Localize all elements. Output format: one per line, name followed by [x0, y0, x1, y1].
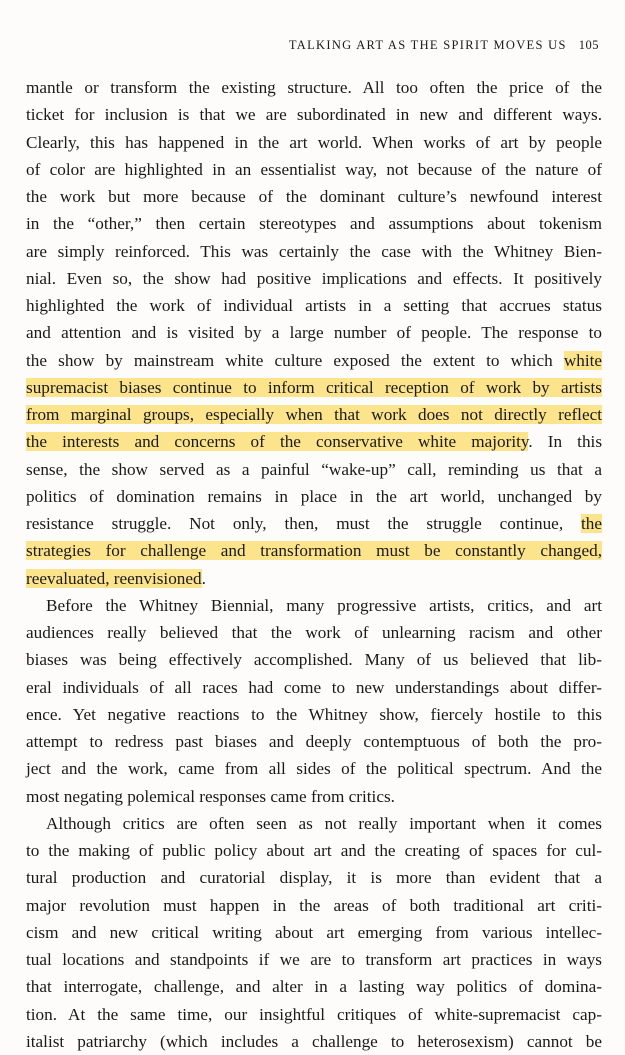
- text-line: [26, 919, 602, 946]
- text-line: [26, 483, 602, 510]
- text-line: [26, 619, 602, 646]
- line-text: resistance struggle. Not only, then, must the struggle continue,: [26, 514, 581, 533]
- line-text: mantle or transform the existing structure. All too often the price of the: [26, 78, 602, 97]
- text-line: [26, 401, 602, 428]
- text-line: [26, 892, 602, 919]
- text-line: [26, 728, 602, 755]
- page-number: 105: [578, 38, 599, 52]
- text-line: [26, 783, 602, 810]
- text-line: [26, 101, 602, 128]
- line-text: . In this: [528, 432, 603, 452]
- line-text: the work but more because of the dominant culture’s newfound interest: [26, 187, 602, 206]
- text-line: [26, 292, 602, 319]
- text-line: [26, 755, 602, 782]
- text-line: [26, 265, 602, 292]
- line-text: sense, the show served as a painful “wake-up” call, reminding us that a: [26, 459, 602, 479]
- line-text: most negating polemical responses came from critics.: [26, 786, 395, 806]
- line-text: nial. Even so, the show had positive implications and effects. It positively: [26, 268, 602, 288]
- line-text: .: [201, 568, 206, 588]
- text-line: [26, 701, 602, 728]
- text-line: [26, 74, 602, 101]
- line-text: cism and new critical writing about art emerging from various intellec-: [26, 922, 602, 942]
- text-line: [26, 592, 602, 619]
- body-text: [26, 74, 602, 1055]
- line-text: audiences really believed that the work of unlearning racism and other: [26, 623, 602, 642]
- line-text: biases was being effectively accomplished. Many of us believed that lib-: [26, 650, 602, 670]
- line-text: italist patriarchy (which includes a challenge to heterosexism) cannot be: [26, 1031, 602, 1051]
- text-line: [26, 129, 602, 156]
- highlighted-text: supremacist biases continue to inform critical reception of work by artists: [26, 377, 602, 397]
- line-text: of color are highlighted in an essentialist way, not because of the nature of: [26, 159, 602, 179]
- text-line: [26, 428, 602, 455]
- text-line: [26, 347, 602, 374]
- line-text: are simply reinforced. This was certainly the case with the Whitney Bien-: [26, 241, 602, 261]
- line-text: major revolution must happen in the areas of both traditional art criti-: [26, 895, 602, 915]
- text-line: [26, 238, 602, 265]
- text-line: [26, 456, 602, 483]
- line-text: tual locations and standpoints if we are to transform art practices in ways: [26, 950, 602, 969]
- line-text: Although critics are often seen as not really important when it comes: [46, 813, 602, 833]
- line-text: ence. Yet negative reactions to the Whitney show, fiercely hostile to this: [26, 704, 602, 724]
- line-text: and attention and is visited by a large number of people. The response to: [26, 323, 602, 343]
- line-text: to the making of public policy about art and the creating of spaces for cul-: [26, 841, 602, 860]
- text-line: [26, 973, 602, 1000]
- line-text: tural production and curatorial display, it is more than evident that a: [26, 868, 602, 888]
- highlighted-text: white: [563, 350, 602, 370]
- line-text: in the “other,” then certain stereotypes and assumptions about tokenism: [26, 214, 602, 234]
- line-text: politics of domination remains in place in the art world, unchanged by: [26, 486, 602, 506]
- line-text: the show by mainstream white culture exposed the extent to which: [26, 350, 564, 370]
- text-line: [26, 565, 602, 592]
- text-line: [26, 946, 602, 973]
- text-line: [26, 319, 602, 346]
- highlighted-text: reevaluated, reenvisioned: [26, 568, 202, 588]
- text-line: [26, 156, 602, 183]
- running-header: [289, 38, 599, 53]
- text-line: [26, 374, 602, 401]
- highlighted-text: the: [581, 514, 602, 533]
- line-text: ticket for inclusion is that we are subordinated in new and different ways.: [26, 105, 602, 125]
- line-text: tion. At the same time, our insightful critiques of white-supremacist cap-: [26, 1004, 602, 1024]
- line-text: highlighted the work of individual artists in a setting that accrues status: [26, 296, 602, 315]
- line-text: eral individuals of all races had come to new understandings about differ-: [26, 677, 602, 697]
- text-line: [26, 837, 602, 864]
- line-text: Before the Whitney Biennial, many progressive artists, critics, and art: [46, 595, 602, 615]
- line-text: attempt to redress past biases and deeply contemptuous of both the pro-: [26, 732, 602, 751]
- text-line: [26, 183, 602, 210]
- highlighted-text: strategies for challenge and transformation must be constantly changed,: [26, 541, 602, 561]
- text-line: [26, 537, 602, 564]
- highlighted-text: from marginal groups, especially when that work does not directly reflect: [26, 405, 602, 424]
- text-line: [26, 864, 602, 891]
- running-title: TALKING ART AS THE SPIRIT MOVES US: [288, 38, 567, 52]
- text-line: [26, 510, 602, 537]
- text-line: [26, 810, 602, 837]
- line-text: Clearly, this has happened in the art world. When works of art by people: [26, 132, 602, 152]
- text-line: [26, 1028, 602, 1055]
- text-line: [26, 646, 602, 673]
- line-text: ject and the work, came from all sides of the political spectrum. And the: [26, 759, 602, 779]
- text-line: [26, 210, 602, 237]
- highlighted-text: the interests and concerns of the conservative white majority: [26, 432, 529, 452]
- text-line: [26, 674, 602, 701]
- line-text: that interrogate, challenge, and alter in a lasting way politics of domina-: [26, 977, 602, 997]
